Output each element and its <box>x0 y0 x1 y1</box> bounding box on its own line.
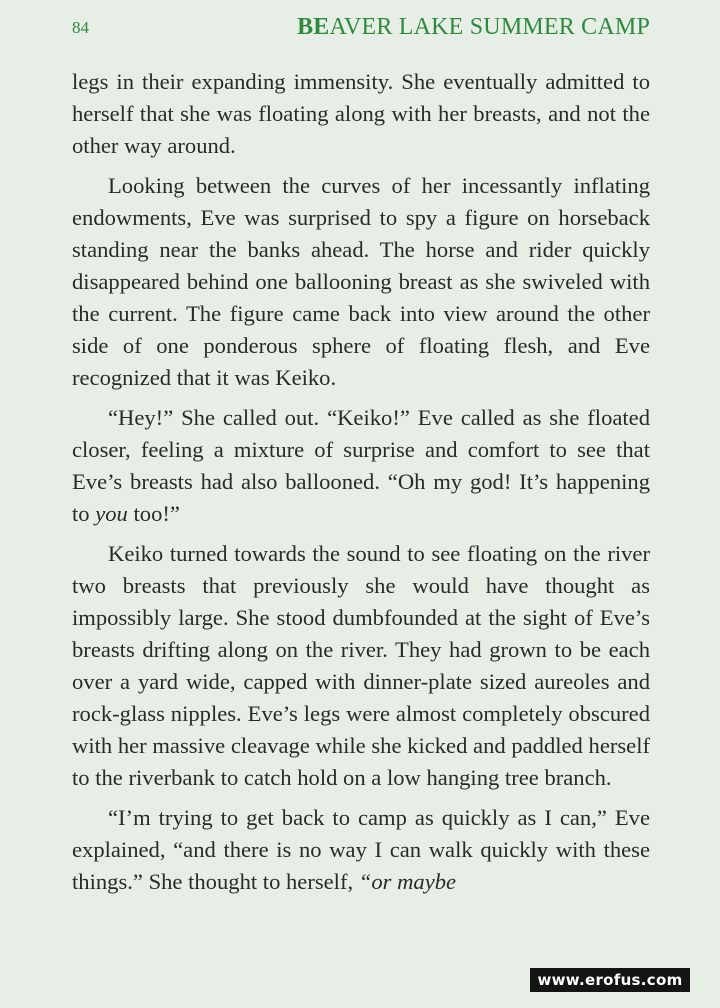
paragraph-5-emphasis: “or maybe <box>358 869 457 894</box>
running-title <box>297 14 650 41</box>
paragraph-3-text: “Hey!” She called out. “Keiko!” Eve called as she floated closer, feeling a mixture of surprise and comfort to see that Eve’s breasts had also ballooned. “Oh my god! It’s happening to <box>72 405 650 526</box>
running-title-accent: BE <box>297 14 330 40</box>
paragraph-3 <box>72 402 650 530</box>
paragraph-3-end: too!” <box>127 501 180 526</box>
watermark: www.erofus.com <box>530 968 690 992</box>
paragraph-4: Keiko turned towards the sound to see floating on the river two breasts that previously she would have thought as impossibly large. She stood dumbfounded at the sight of Eve’s breasts drifting along on the river. They had grown to be each over a yard wide, capped with dinner-plate sized aureoles and rock-glass nipples. Eve’s legs were almost completely obscured with her massive cleavage while she kicked and paddled herself to the riverbank to catch hold on a low hanging tree branch. <box>72 541 650 790</box>
paragraph-5 <box>72 802 650 898</box>
body-text <box>72 66 650 906</box>
page-number: 84 <box>72 18 89 37</box>
paragraph-1: legs in their expanding immensity. She eventually admitted to herself that she was floating along with her breasts, and not the other way around. <box>72 69 650 158</box>
paragraph-3-emphasis: you <box>95 501 128 526</box>
paragraph-2: Looking between the curves of her incessantly inflating endowments, Eve was surprised to spy a figure on horseback standing near the banks ahead. The horse and rider quickly disappeared behind one ballooning breast as she swiveled with the current. The figure came back into view around the other side of one ponderous sphere of floating flesh, and Eve recognized that it was Keiko. <box>72 173 650 390</box>
running-header <box>72 14 650 48</box>
paragraph-5-text: “I’m trying to get back to camp as quickly as I can,” Eve explained, “and there is no way I can walk quickly with these things.” She thought to herself, <box>72 805 650 894</box>
running-title-rest: AVER LAKE SUMMER CAMP <box>329 14 650 40</box>
